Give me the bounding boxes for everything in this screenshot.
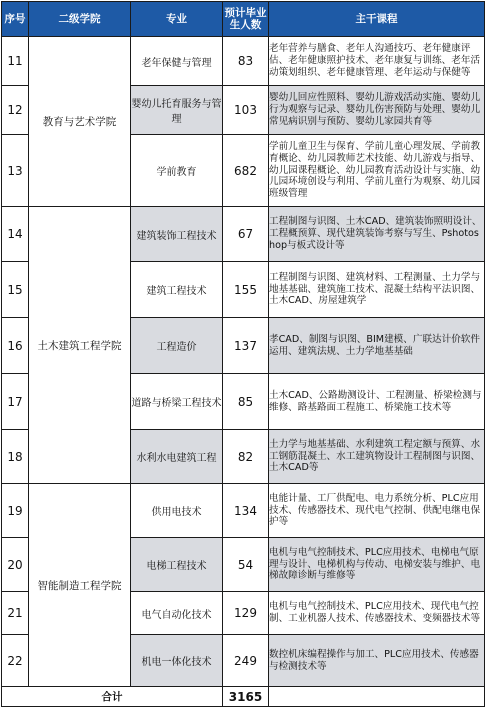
row-no: 15: [2, 262, 29, 318]
count-cell: 682: [223, 135, 269, 207]
count-cell: 249: [223, 635, 269, 687]
table-row: [2, 207, 485, 262]
courses-cell: 电能计量、工厂供配电、电力系统分析、PLC应用技术、传感器技术、现代电气控制、供配电继电保护等: [269, 484, 485, 538]
courses-cell: 孝CAD、制图与识图、BIM建模、广联达计价软件运用、建筑法规、土力学地基基础: [269, 318, 485, 374]
count-cell: 129: [223, 592, 269, 635]
count-cell: 82: [223, 430, 269, 484]
major-cell: 道路与桥梁工程技术: [131, 374, 223, 430]
major-cell: 供用电技术: [131, 484, 223, 538]
row-no: 20: [2, 538, 29, 592]
major-cell: 建筑工程技术: [131, 262, 223, 318]
major-cell: 老年保健与管理: [131, 37, 223, 86]
row-no: 14: [2, 207, 29, 262]
major-cell: 婴幼儿托育服务与管理: [131, 86, 223, 135]
major-cell: 机电一体化技术: [131, 635, 223, 687]
college-cell: 土木建筑工程学院: [29, 207, 131, 484]
header-college: 二级学院: [29, 2, 131, 37]
row-no: 18: [2, 430, 29, 484]
major-cell: 水利水电建筑工程: [131, 430, 223, 484]
count-cell: 67: [223, 207, 269, 262]
row-no: 16: [2, 318, 29, 374]
header-graduates: 预计毕业生人数: [223, 2, 269, 37]
count-cell: 85: [223, 374, 269, 430]
count-cell: 155: [223, 262, 269, 318]
header-row: [2, 2, 485, 37]
college-cell: 智能制造工程学院: [29, 484, 131, 687]
row-no: 17: [2, 374, 29, 430]
courses-cell: 工程制图与识图、建筑材料、工程测量、土力学与地基基础、建筑施工技术、混凝土结构平法识图、土木CAD、房屋建筑学: [269, 262, 485, 318]
courses-cell: 土力学与地基基础、水利建筑工程定额与预算、水工钢筋混凝土、水工建筑物设计工程制图与识图、土木CAD等: [269, 430, 485, 484]
count-cell: 137: [223, 318, 269, 374]
courses-cell: 老年营养与膳食、老年人沟通技巧、老年健康评估、老年健康照护技术、老年康复与训练、老年活动策划组织、老年健康管理、老年运动与保健等: [269, 37, 485, 86]
major-cell: 电气自动化技术: [131, 592, 223, 635]
header-no: 序号: [2, 2, 29, 37]
row-no: 22: [2, 635, 29, 687]
header-courses: 主干课程: [269, 2, 485, 37]
table-row: [2, 484, 485, 538]
graduates-table: [1, 1, 485, 707]
total-value: 3165: [223, 687, 269, 707]
courses-cell: 数控机床编程操作与加工、PLC应用技术、传感器与检测技术等: [269, 635, 485, 687]
count-cell: 54: [223, 538, 269, 592]
row-no: 13: [2, 135, 29, 207]
row-no: 12: [2, 86, 29, 135]
courses-cell: 学前儿童卫生与保育、学前儿童心理发展、学前教育概论、幼儿园教师艺术技能、幼儿游戏与指导、幼儿园课程概论、幼儿园教育活动设计与实施、幼儿园环境创设与利用、学前儿童行为观察、幼儿园班级管理: [269, 135, 485, 207]
header-major: 专业: [131, 2, 223, 37]
row-no: 19: [2, 484, 29, 538]
table-row: [2, 37, 485, 86]
courses-cell: 电机与电气控制技术、PLC应用技术、现代电气控制、工业机器人技术、传感器技术、变频器技术等: [269, 592, 485, 635]
major-cell: 电梯工程技术: [131, 538, 223, 592]
total-label: 合计: [2, 687, 223, 707]
row-no: 21: [2, 592, 29, 635]
count-cell: 83: [223, 37, 269, 86]
row-no: 11: [2, 37, 29, 86]
count-cell: 134: [223, 484, 269, 538]
courses-cell: 婴幼儿回应性照料、婴幼儿游戏活动实施、婴幼儿行为观察与记录、婴幼儿伤害预防与处理、婴幼儿常见病识别与预防、婴幼儿家园共育等: [269, 86, 485, 135]
total-empty-cell: [269, 687, 485, 707]
major-cell: 学前教育: [131, 135, 223, 207]
total-row: [2, 687, 485, 707]
count-cell: 103: [223, 86, 269, 135]
college-cell: 教育与艺术学院: [29, 37, 131, 207]
courses-cell: 电机与电气控制技术、PLC应用技术、电梯电气原理与设计、电梯机构与传动、电梯安装与维护、电梯故障诊断与维修等: [269, 538, 485, 592]
courses-cell: 土木CAD、公路勘测设计、工程测量、桥梁检测与维修、路基路面工程施工、桥梁施工技术等: [269, 374, 485, 430]
courses-cell: 工程制图与识图、土木CAD、建筑装饰照明设计、工程概预算、现代建筑装饰考察与写生、Pshotoshop与板式设计等: [269, 207, 485, 262]
major-cell: 工程造价: [131, 318, 223, 374]
major-cell: 建筑装饰工程技术: [131, 207, 223, 262]
